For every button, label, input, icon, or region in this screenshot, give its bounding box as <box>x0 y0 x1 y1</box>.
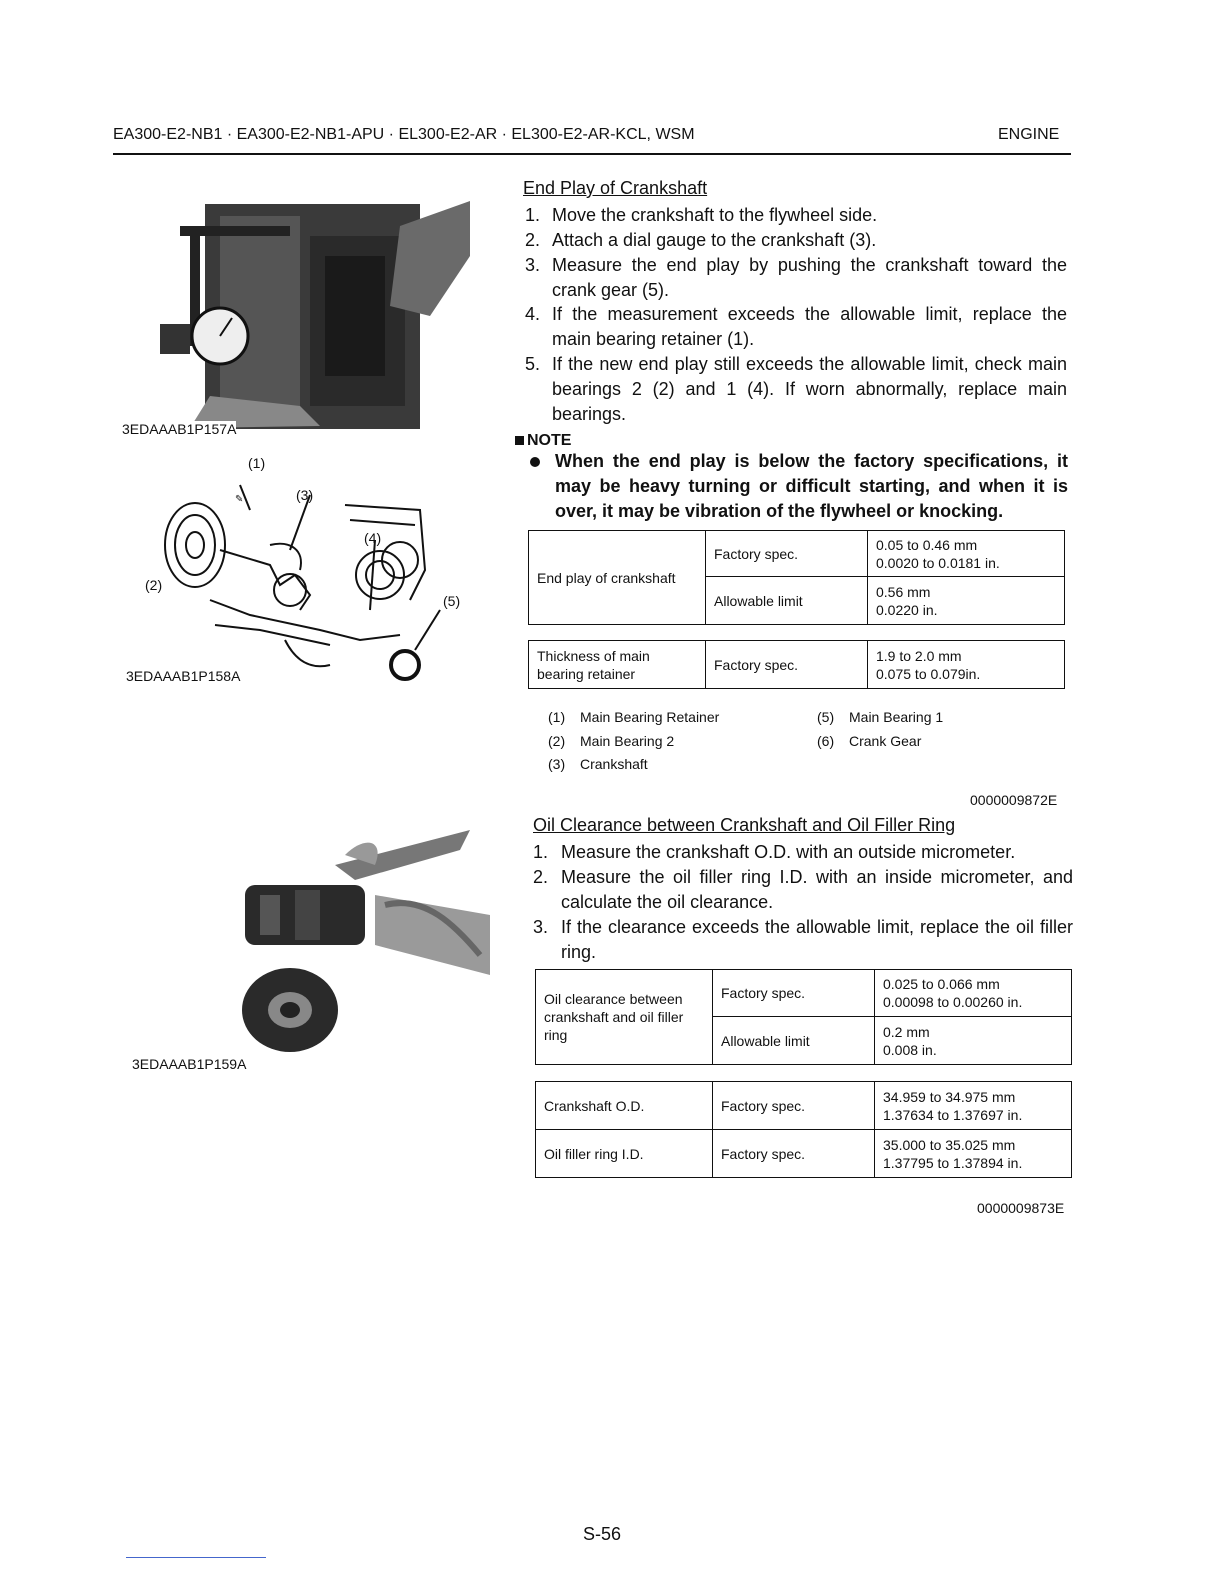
bullet-icon <box>530 457 540 467</box>
legend-item <box>548 756 648 772</box>
item-line: crankshaft and oil filler <box>544 1009 684 1025</box>
oil-clearance-spec-table <box>535 969 1072 1065</box>
step-number: 1. <box>525 205 541 225</box>
crankshaft-diagram <box>120 450 480 690</box>
section1-step-3 <box>525 253 1067 303</box>
step-text: Measure the crankshaft O.D. with an outside micrometer. <box>561 842 1016 862</box>
spec-value <box>875 1017 1072 1065</box>
fig2-label-5: (5) <box>443 593 461 609</box>
item-line: ring <box>544 1027 568 1043</box>
header-models: EA300-E2-NB1 · EA300-E2-NB1-APU · EL300-E2-AR · EL300-E2-AR-KCL, WSM <box>113 126 695 143</box>
svg-text:✎: ✎ <box>235 494 244 505</box>
legend-num: (1) <box>548 709 566 725</box>
step-text: Move the crankshaft to the flywheel side. <box>552 205 878 225</box>
step-text: Measure the end play by pushing the crankshaft toward the crank gear (5). <box>552 255 1067 300</box>
fig2-label-1: (1) <box>248 455 266 471</box>
legend-num: (6) <box>817 733 835 749</box>
value-mm: 35.000 to 35.025 mm <box>883 1136 1016 1153</box>
step-number: 2. <box>533 867 549 887</box>
fig2-caption: 3EDAAAB1P158A <box>126 668 241 684</box>
section1-step-4 <box>525 302 1067 352</box>
fig1-caption: 3EDAAAB1P157A <box>122 421 237 437</box>
legend-num: (5) <box>817 709 835 725</box>
section1-step-1 <box>525 203 1067 228</box>
item-line: Thickness of main <box>537 647 650 664</box>
legend-item <box>548 709 720 725</box>
spec-label: Allowable limit <box>706 577 868 625</box>
step-number: 4. <box>525 304 541 324</box>
header-section: ENGINE <box>998 126 1060 143</box>
fig3-caption: 3EDAAAB1P159A <box>132 1056 247 1072</box>
spec-label: Allowable limit <box>713 1017 875 1065</box>
spec-label: Factory spec. <box>706 641 868 689</box>
section2-code: 0000009873E <box>977 1200 1065 1216</box>
legend-num: (2) <box>548 733 566 749</box>
section2-step-3 <box>533 915 1073 965</box>
page-number: S-56 <box>583 1524 622 1544</box>
note-square-icon <box>515 436 524 445</box>
spec-item <box>536 970 713 1065</box>
note-text: When the end play is below the factory specifications, it may be heavy turning or difficult starting, and when it is over, it may be vibration of the flywheel or knocking. <box>555 451 1068 521</box>
value-mm: 0.05 to 0.46 mm <box>876 536 978 553</box>
note-heading <box>515 432 571 450</box>
legend-text: Crank Gear <box>849 733 922 749</box>
note-label: NOTE <box>527 432 572 449</box>
fig2-label-3: (3) <box>296 487 314 503</box>
value-in: 1.37795 to 1.37894 in. <box>883 1154 1023 1171</box>
fig2-label-2: (2) <box>145 577 163 593</box>
section2-title: Oil Clearance between Crankshaft and Oil Filler Ring <box>533 815 956 835</box>
spec-value <box>875 970 1072 1017</box>
value-in: 0.0020 to 0.0181 in. <box>876 554 1000 571</box>
step-number: 3. <box>525 255 541 275</box>
item-line: bearing retainer <box>537 665 636 682</box>
value-mm: 1.9 to 2.0 mm <box>876 647 962 664</box>
section2-step-2 <box>533 865 1073 915</box>
value-in: 0.00098 to 0.00260 in. <box>883 994 1023 1010</box>
fig2-label-4: (4) <box>364 530 382 546</box>
legend-item <box>817 709 944 725</box>
value-mm: 34.959 to 34.975 mm <box>883 1088 1016 1105</box>
value-in: 0.075 to 0.079in. <box>876 665 981 682</box>
spec-value <box>875 1130 1072 1178</box>
legend-item <box>817 733 922 749</box>
spec-label: Factory spec. <box>713 970 875 1017</box>
value-mm: 0.2 mm <box>883 1023 930 1040</box>
legend-text: Main Bearing 1 <box>849 709 944 725</box>
legend-item <box>548 733 675 749</box>
header-rule <box>113 153 1071 155</box>
section1-step-5 <box>525 352 1067 427</box>
od-id-spec-table <box>535 1081 1072 1178</box>
spec-label: Factory spec. <box>706 531 868 577</box>
step-text: Measure the oil filler ring I.D. with an inside micrometer, and calculate the oil clearance. <box>561 867 1073 912</box>
spec-value <box>875 1082 1072 1130</box>
spec-item: End play of crankshaft <box>529 531 706 625</box>
spec-item <box>529 641 706 689</box>
micrometer-photo <box>225 825 495 1075</box>
end-play-spec-table <box>528 530 1065 625</box>
spec-label: Factory spec. <box>713 1130 875 1178</box>
value-mm: 0.025 to 0.066 mm <box>883 976 1000 992</box>
retainer-thickness-table <box>528 640 1065 689</box>
spec-value <box>868 641 1065 689</box>
legend-text: Crankshaft <box>580 756 648 772</box>
spec-item: Oil filler ring I.D. <box>536 1130 713 1178</box>
section2-step-1 <box>533 840 1073 865</box>
engine-dial-gauge-photo <box>150 196 480 436</box>
step-text: If the new end play still exceeds the allowable limit, check main bearings 2 (2) and 1 (4). If worn abnormally, replace main bearings. <box>552 354 1067 424</box>
step-number: 2. <box>525 230 541 250</box>
value-mm: 0.56 mm <box>876 583 931 600</box>
step-text: If the measurement exceeds the allowable limit, replace the main bearing retainer (1). <box>552 304 1067 349</box>
step-number: 5. <box>525 354 541 374</box>
spec-value <box>868 531 1065 577</box>
step-text: If the clearance exceeds the allowable limit, replace the oil filler ring. <box>561 917 1073 962</box>
spec-label: Factory spec. <box>713 1082 875 1130</box>
section1-step-2 <box>525 228 1067 253</box>
legend-num: (3) <box>548 756 566 772</box>
section1-title: End Play of Crankshaft <box>523 178 708 198</box>
value-in: 0.0220 in. <box>876 601 938 618</box>
note-block <box>528 449 1068 524</box>
spec-value <box>868 577 1065 625</box>
legend-text: Main Bearing 2 <box>580 733 675 749</box>
step-text: Attach a dial gauge to the crankshaft (3). <box>552 230 877 250</box>
legend-text: Main Bearing Retainer <box>580 709 720 725</box>
item-line: Oil clearance between <box>544 991 683 1007</box>
spec-item: Crankshaft O.D. <box>536 1082 713 1130</box>
step-number: 1. <box>533 842 549 862</box>
value-in: 0.008 in. <box>883 1041 937 1058</box>
step-number: 3. <box>533 917 549 937</box>
section1-code: 0000009872E <box>970 792 1058 808</box>
value-in: 1.37634 to 1.37697 in. <box>883 1106 1023 1123</box>
footer-rule <box>126 1557 266 1558</box>
